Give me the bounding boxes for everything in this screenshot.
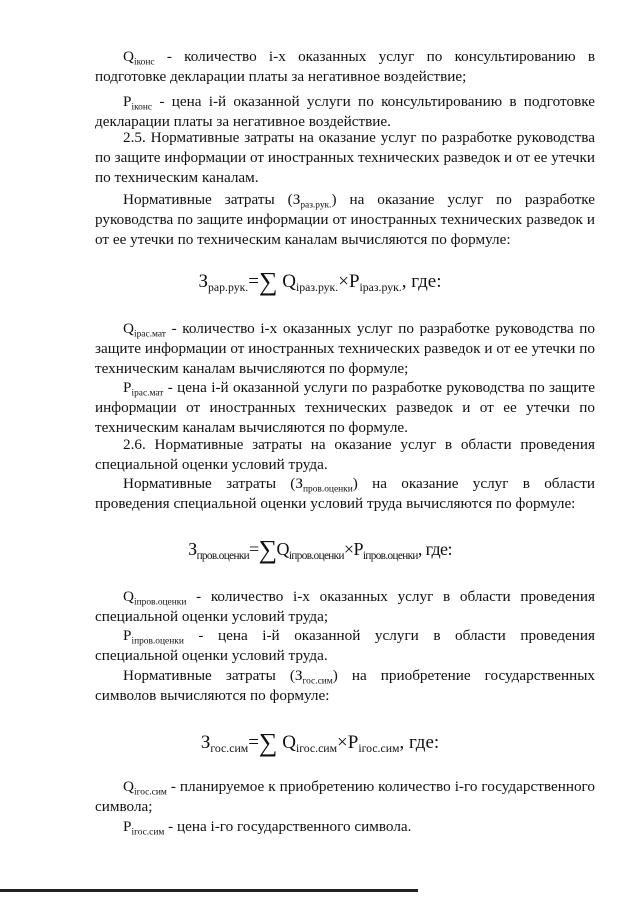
section-2-5: 2.5. Нормативные затраты на оказание услуг по разработке руководства по защите информации от иностранных технических разведок и от ее утечки по техническим каналам. (95, 129, 595, 186)
symbol-subscript: iрас.мат (133, 329, 166, 340)
formula-q: Q (282, 271, 296, 292)
definition-text: - цена i-й оказанной услуги по разработке руководства по защите информации от иностранных технических разведок и от ее утечки по техническим каналам вычисляются по формуле. (95, 379, 595, 436)
formula-gos-sim (0, 728, 640, 757)
symbol-subscript: iпров.оценки (131, 636, 184, 647)
formula-equals: = (248, 271, 259, 292)
definition-q-iprov (95, 587, 595, 627)
formula-q-subscript: iраз.рук. (295, 281, 339, 295)
definition-text: - цена i-й оказанной услуги по консультированию в подготовке декларации платы за негативное воздействие. (95, 93, 595, 130)
symbol-q: Q (123, 778, 134, 795)
symbol-p: P (123, 93, 132, 110)
symbol-q: Q (123, 320, 134, 337)
formula-p: P (348, 271, 360, 292)
symbol-q: Q (123, 48, 134, 65)
norm-text-a: Нормативные затраты (З (123, 191, 301, 208)
definition-text: - планируемое к приобретению количество i-го государственного символа; (95, 778, 595, 815)
norm-paragraph-prov (95, 474, 595, 514)
formula-p-subscript: iраз.рук. (359, 281, 402, 295)
definition-text: - количество i-х оказанных услуг по консультированию в подготовке декларации платы за негативное воздействие; (95, 48, 595, 85)
formula-tail: , где: (401, 271, 442, 292)
definition-p-igos (95, 817, 595, 837)
norm-paragraph-raz (95, 190, 595, 250)
formula-z: З (198, 271, 209, 292)
definition-text: - количество i-х оказанных услуг по разработке руководства по защите информации от иностранных технических разведок и от ее утечки по техническим каналам вычисляются по формуле; (95, 320, 595, 377)
formula-times: × (337, 732, 348, 753)
formula-times: × (343, 539, 354, 559)
formula-equals: = (249, 539, 259, 559)
formula-q: Q (282, 732, 296, 753)
sum-icon: ∑ (258, 728, 278, 757)
sum-icon: ∑ (258, 267, 278, 296)
definition-q-igos (95, 777, 595, 817)
formula-z-subscript: рар.рук. (208, 281, 249, 295)
formula-prov-otsenki (0, 537, 640, 562)
formula-z-subscript: пров.оценки (196, 549, 250, 562)
formula-q: Q (276, 539, 289, 559)
formula-z-subscript: гос.сим (210, 742, 249, 756)
definition-text: - цена i-го государственного символа. (164, 818, 412, 835)
formula-times: × (338, 271, 349, 292)
definition-p-ikons (95, 92, 595, 132)
symbol-p: P (123, 818, 132, 835)
symbol-q: Q (123, 588, 134, 605)
formula-tail: , где: (417, 539, 452, 559)
formula-z: З (188, 539, 197, 559)
formula-raz-ruk (0, 267, 640, 296)
symbol-subscript: iрас.мат (131, 388, 164, 399)
formula-p: P (347, 732, 359, 753)
symbol-subscript: iгос.сим (131, 827, 165, 838)
symbol-subscript: iгос.сим (133, 787, 167, 798)
symbol-p: P (123, 627, 132, 644)
definition-p-ipras (95, 378, 595, 438)
definition-p-iprov (95, 626, 595, 666)
norm-text-b: ) на приобретение государственных символов вычисляются по формуле: (95, 667, 595, 704)
definition-text: - количество i-х оказанных услуг в области проведения специальной оценки условий труда; (95, 588, 595, 625)
symbol-subscript: раз.рук. (300, 200, 332, 211)
norm-text-b: ) на оказание услуг в области проведения специальной оценки условий труда вычисляются по формуле: (95, 475, 595, 512)
formula-p: P (353, 539, 363, 559)
symbol-subscript: iконс (131, 102, 153, 113)
definition-q-ipras (95, 319, 595, 379)
norm-text-b: ) на оказание услуг по разработке руководства по защите информации от иностранных технических разведок и от ее утечки по техническим каналам вычисляются по формуле: (95, 191, 595, 248)
norm-paragraph-gos (95, 666, 595, 706)
formula-p-subscript: iпров.оценки (362, 549, 418, 562)
symbol-p: P (123, 379, 132, 396)
formula-p-subscript: iгос.сим (358, 742, 400, 756)
formula-tail: , где: (399, 732, 440, 753)
norm-text-a: Нормативные затраты (З (123, 667, 303, 684)
norm-text-a: Нормативные затраты (З (123, 475, 303, 492)
formula-q-subscript: iгос.сим (295, 742, 338, 756)
formula-equals: = (248, 732, 259, 753)
definition-text: - цена i-й оказанной услуги в области проведения специальной оценки условий труда. (95, 627, 595, 664)
symbol-subscript: iпров.оценки (133, 597, 187, 608)
definition-q-ikons (95, 47, 595, 87)
symbol-subscript: гос.сим (302, 676, 333, 687)
scan-edge-divider (0, 889, 418, 892)
section-2-6: 2.6. Нормативные затраты на оказание услуг в области проведения специальной оценки условий труда. (95, 436, 595, 473)
symbol-subscript: пров.оценки (302, 484, 353, 495)
sum-icon: ∑ (258, 535, 277, 564)
formula-z: З (200, 732, 211, 753)
symbol-subscript: iконс (133, 57, 155, 68)
formula-q-subscript: iпров.оценки (288, 549, 344, 562)
